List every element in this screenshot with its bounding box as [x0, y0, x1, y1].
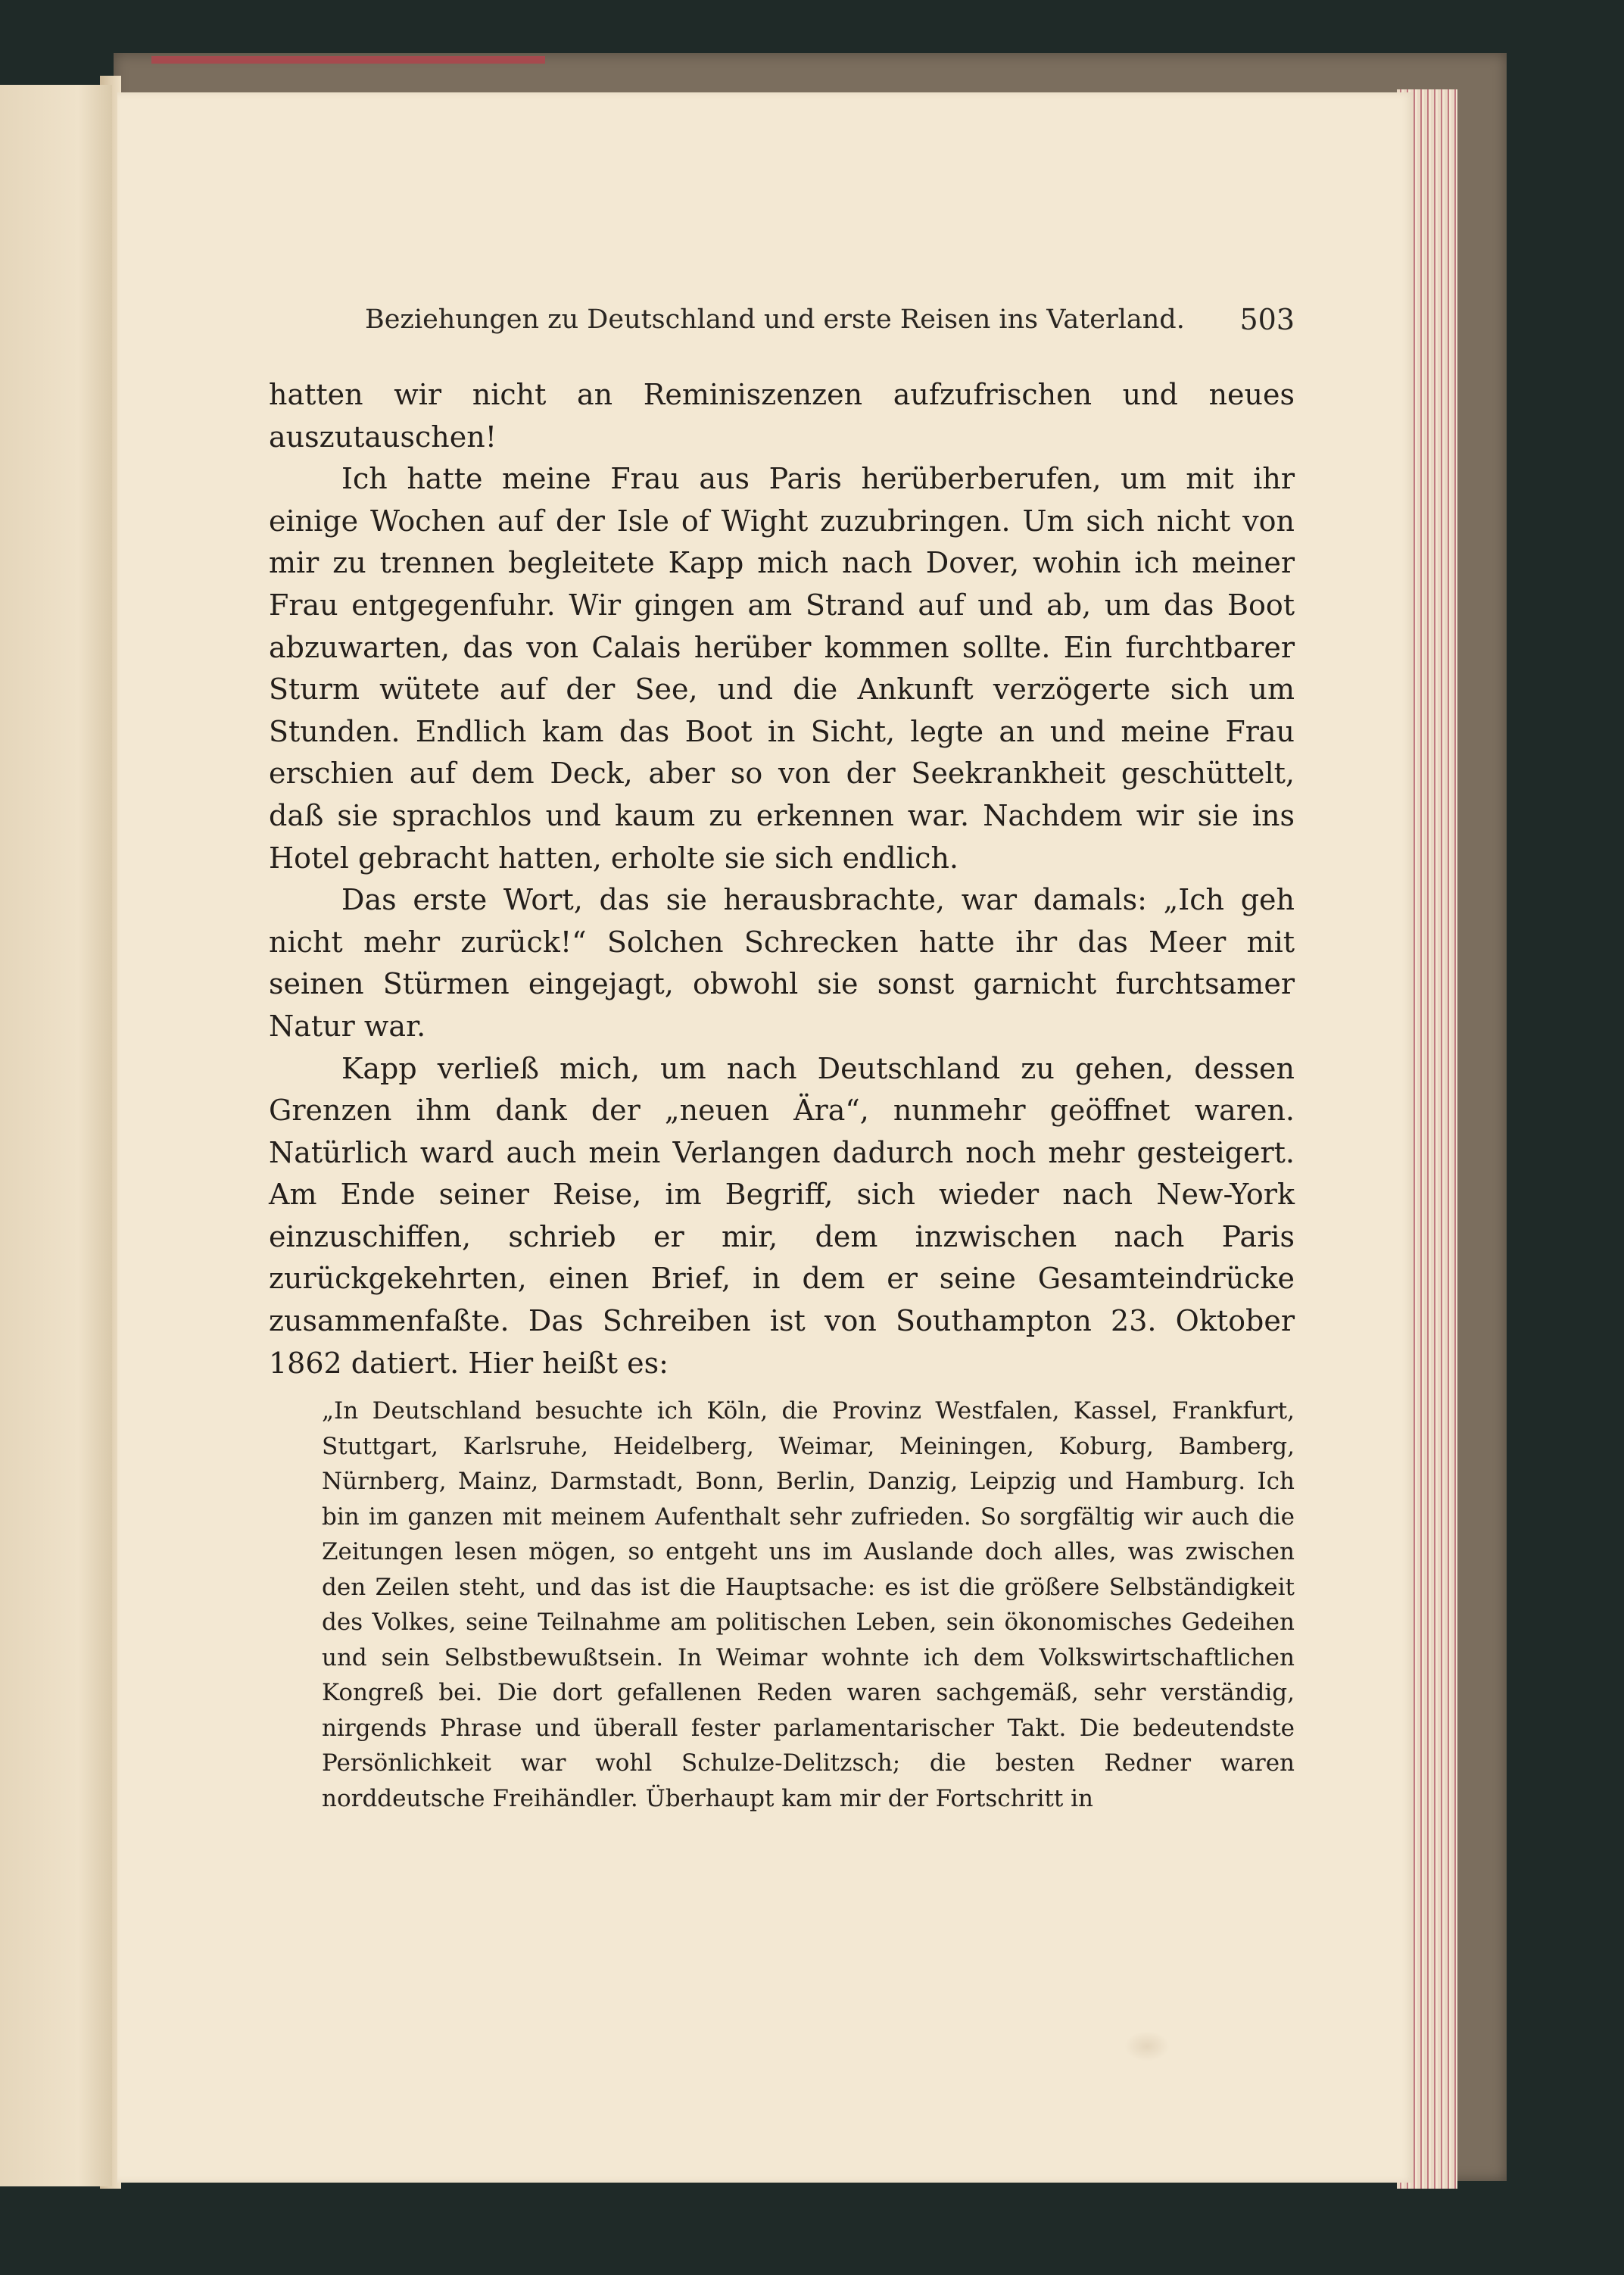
- paper-stain: [1124, 2031, 1170, 2061]
- paragraph-3: Das erste Wort, das sie herausbrachte, war damals: „Ich geh nicht mehr zurück!“ Solchen Schrecken hatte ihr das Meer mit seinen Stürmen eingejagt, obwohl sie sonst garnicht furchtsamer Natur war.: [269, 883, 1295, 1043]
- cover-edge-trim: [151, 56, 545, 64]
- running-head-title: Beziehungen zu Deutschland und erste Reisen ins Vaterland.: [365, 304, 1185, 335]
- paragraph-2: Ich hatte meine Frau aus Paris herüberberufen, um mit ihr einige Wochen auf der Isle of Wight zuzubringen. Um sich nicht von mir zu trennen begleitete Kapp mich nach Dover, wohin ich meiner Frau entgegenfuhr. Wir gingen am Strand auf und ab, um das Boot abzuwarten, das von Calais herüber kommen sollte. Ein furchtbarer Sturm wütete auf der See, und die Ankunft verzögerte sich um Stunden. Endlich kam das Boot in Sicht, legte an und meine Frau erschien auf dem Deck, aber so von der Seekrankheit geschüttelt, daß sie sprachlos und kaum zu erkennen war. Nachdem wir sie ins Hotel gebracht hatten, erholte sie sich endlich.: [269, 462, 1295, 875]
- paragraph-4: Kapp verließ mich, um nach Deutschland zu gehen, dessen Grenzen ihm dank der „neuen Ära“, nunmehr geöffnet waren. Natürlich ward auch mein Verlangen dadurch noch mehr gesteigert. Am Ende seiner Reise, im Begriff, sich wieder nach New-York einzuschiffen, schrieb er mir, dem inzwischen nach Paris zurückgekehrten, einen Brief, in dem er seine Gesamteindrücke zusammenfaßte. Das Schreiben ist von Southampton 23. Oktober 1862 datiert. Hier heißt es:: [269, 1051, 1295, 1380]
- right-page: [117, 92, 1414, 2183]
- paragraph-1: hatten wir nicht an Reminiszenzen aufzufrischen und neues auszutauschen!: [269, 378, 1295, 454]
- body-text: [269, 374, 1295, 1816]
- page-number: 503: [1239, 303, 1295, 336]
- left-page: [0, 85, 112, 2186]
- block-quote: „In Deutschland besuchte ich Köln, die Provinz Westfalen, Kassel, Frankfurt, Stuttgart, Karlsruhe, Heidelberg, Weimar, Meiningen, Koburg, Bamberg, Nürnberg, Mainz, Darmstadt, Bonn, Berlin, Danzig, Leipzig und Hamburg. Ich bin im ganzen mit meinem Aufenthalt sehr zufrieden. So sorgfältig wir auch die Zeitungen lesen mögen, so entgeht uns im Auslande doch alles, was zwischen den Zeilen steht, und das ist die Hauptsache: es ist die größere Selbständigkeit des Volkes, seine Teilnahme am politischen Leben, sein ökonomisches Gedeihen und sein Selbstbewußtsein. In Weimar wohnte ich dem Volkswirtschaftlichen Kongreß bei. Die dort gefallenen Reden waren sachgemäß, sehr verständig, nirgends Phrase und überall fester parlamentarischer Takt. Die bedeutendste Persönlichkeit war wohl Schulze-Delitzsch; die besten Redner waren norddeutsche Freihändler. Überhaupt kam mir der Fortschritt in: [322, 1397, 1295, 1812]
